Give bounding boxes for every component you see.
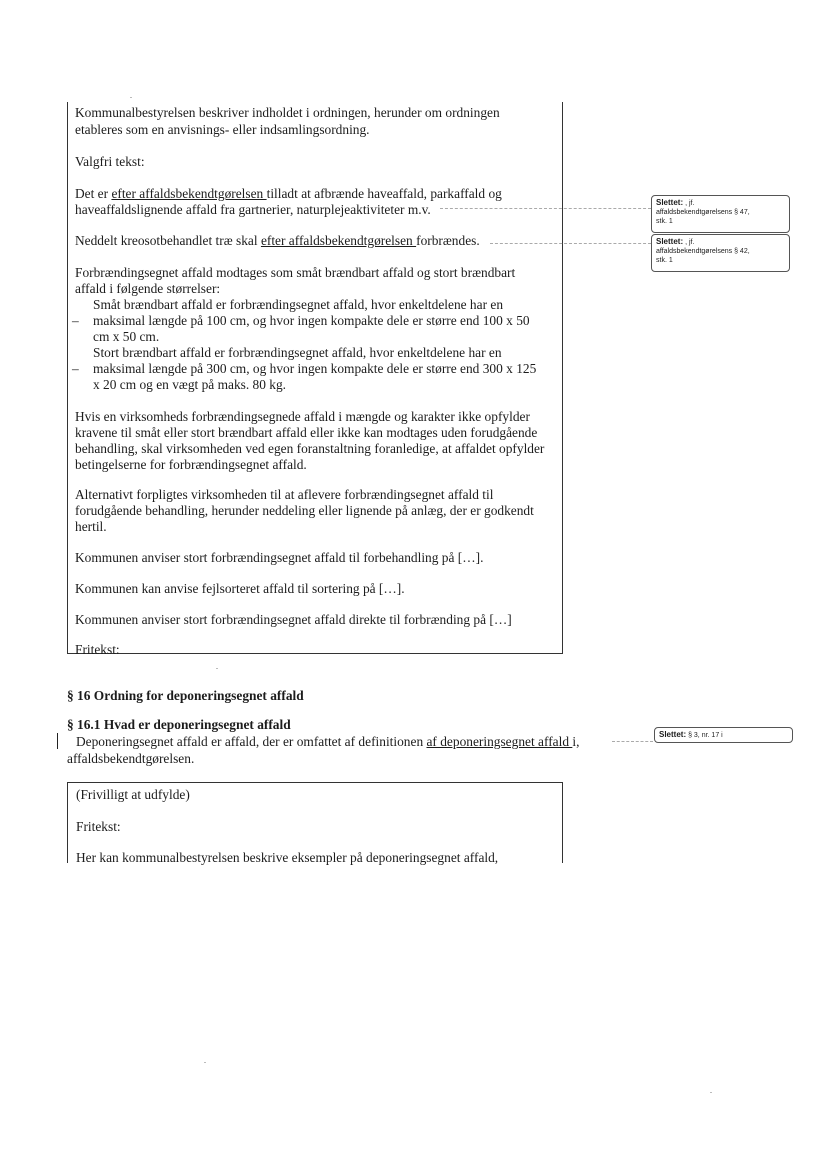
box1-paragraph-4: Hvis en virksomheds forbrændingsegnede affald i mængde og karakter ikke opfylder — [75, 409, 530, 424]
bullet-2-line3: x 20 cm og en vægt på maks. 80 kg. — [93, 377, 287, 392]
box1-paragraph-1-line2: haveaffaldslignende affald fra gartnerier, naturplejeaktiviteter m.v. — [75, 202, 431, 217]
box1-line2: etableres som en anvisnings- eller indsamlingsordning. — [75, 122, 370, 137]
box1-paragraph-1: Det er efter affaldsbekendtgørelsen tilladt at afbrænde haveaffald, parkaffald og — [75, 186, 502, 201]
box1-paragraph-3-line2: affald i følgende størrelser: — [75, 281, 221, 296]
valgfri-label: Valgfri tekst: — [75, 154, 145, 169]
box2-line1: (Frivilligt at udfylde) — [76, 787, 190, 802]
box1-fritekst-label: Fritekst: — [75, 642, 120, 657]
box1-paragraph-6: Kommunen anviser stort forbrændingsegnet affald til forbehandling på […]. — [75, 550, 484, 565]
bullet-1-line2: maksimal længde på 100 cm, og hvor ingen kompakte dele er større end 100 x 50 — [93, 313, 530, 328]
bullet-1-line3: cm x 50 cm. — [93, 329, 160, 344]
bullet-1-line1: Småt brændbart affald er forbrændingsegnet affald, hvor enkeltdelene har en — [93, 297, 504, 312]
scan-speck — [130, 97, 132, 98]
bullet-dash: – — [72, 313, 79, 328]
comment-connector — [490, 243, 651, 244]
deleted-comment-balloon[interactable]: Slettet: § 3, nr. 17 i — [654, 727, 793, 743]
section-text: Deponeringsegnet affald er affald, der er omfattet af definitionen af deponeringsegnet affald i, — [76, 734, 580, 749]
box1-line1: Kommunalbestyrelsen beskriver indholdet i ordningen, herunder om ordningen — [75, 105, 500, 120]
box1-paragraph-2: Neddelt kreosotbehandlet træ skal efter affaldsbekendtgørelsen forbrændes. — [75, 233, 480, 248]
comment-connector — [440, 208, 651, 209]
inserted-text-link: af deponeringsegnet affald — [426, 734, 573, 749]
scan-speck — [710, 1092, 712, 1093]
change-bar — [57, 733, 58, 749]
bullet-dash: – — [72, 361, 79, 376]
box1-paragraph-7: Kommunen kan anvise fejlsorteret affald til sortering på […]. — [75, 581, 405, 596]
box1-paragraph-5: Alternativt forpligtes virksomheden til at aflevere forbrændingsegnet affald til — [75, 487, 494, 502]
box2-line3: Her kan kommunalbestyrelsen beskrive eksempler på deponeringsegnet affald, — [76, 850, 499, 865]
inserted-text-link: efter affaldsbekendtgørelsen — [260, 233, 417, 248]
bullet-2-line2: maksimal længde på 300 cm, og hvor ingen kompakte dele er større end 300 x 125 — [93, 361, 537, 376]
comment-connector — [612, 741, 653, 742]
scan-speck — [204, 1062, 206, 1063]
box1-paragraph-4-line3: behandling, skal virksomheden ved egen foranstaltning foranledige, at affaldet opfylder — [75, 441, 545, 456]
section-heading: § 16 Ordning for deponeringsegnet affald — [67, 688, 304, 703]
box1-paragraph-5-line3: hertil. — [75, 519, 107, 534]
deleted-comment-balloon[interactable]: Slettet: , jf. affaldsbekendtgørelsens § 47, stk. 1 — [651, 195, 790, 233]
box1-paragraph-4-line4: betingelserne for forbrændingsegnet affald. — [75, 457, 307, 472]
box2-fritekst-label: Fritekst: — [76, 819, 121, 834]
box1-paragraph-4-line2: kravene til småt eller stort brændbart affald eller ikke kan modtages uden forudgående — [75, 425, 538, 440]
box1-paragraph-3: Forbrændingsegnet affald modtages som småt brændbart affald og stort brændbart — [75, 265, 516, 280]
inserted-text-link: efter affaldsbekendtgørelsen — [111, 186, 267, 201]
scan-speck — [216, 668, 218, 669]
bullet-2-line1: Stort brændbart affald er forbrændingsegnet affald, hvor enkeltdelene har en — [93, 345, 502, 360]
box1-paragraph-8: Kommunen anviser stort forbrændingsegnet affald direkte til forbrænding på […] — [75, 612, 512, 627]
deleted-comment-balloon[interactable]: Slettet: , jf. affaldsbekendtgørelsens § 42, stk. 1 — [651, 234, 790, 272]
box1-paragraph-5-line2: forudgående behandling, herunder neddeling eller lignende på anlæg, der er godkendt — [75, 503, 534, 518]
section-subheading: § 16.1 Hvad er deponeringsegnet affald — [67, 717, 291, 732]
section-text-line2: affaldsbekendtgørelsen. — [67, 751, 195, 766]
